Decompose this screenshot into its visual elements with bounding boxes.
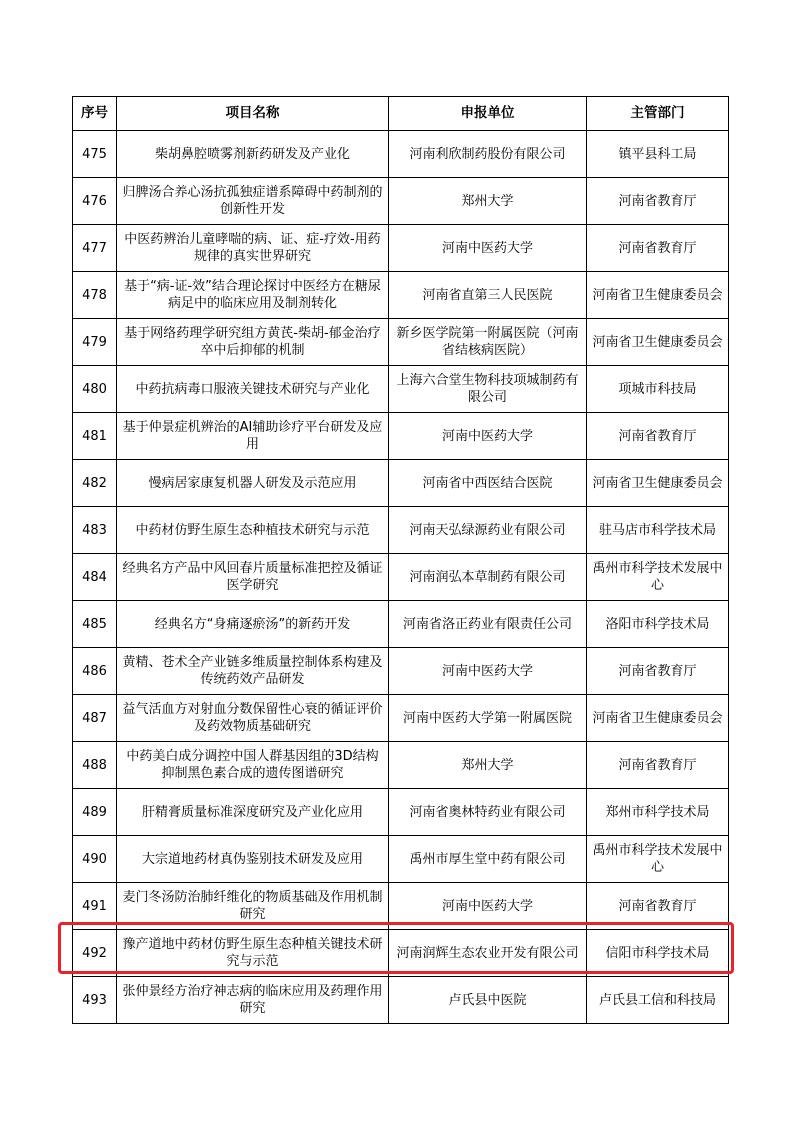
row-number: 493 xyxy=(73,977,117,1024)
applicant-unit: 河南润弘本草制药有限公司 xyxy=(389,554,587,601)
supervising-department: 河南省卫生健康委员会 xyxy=(587,319,729,366)
supervising-department: 河南省卫生健康委员会 xyxy=(587,272,729,319)
table-row xyxy=(73,366,729,413)
supervising-department: 卢氏县工信和科技局 xyxy=(587,977,729,1024)
row-number: 485 xyxy=(73,601,117,648)
row-number: 479 xyxy=(73,319,117,366)
header-applicant-unit: 申报单位 xyxy=(389,97,587,131)
supervising-department: 河南省教育厅 xyxy=(587,742,729,789)
table-row xyxy=(73,554,729,601)
table-row xyxy=(73,883,729,930)
project-name: 经典名方“身痛逐瘀汤”的新药开发 xyxy=(117,601,389,648)
applicant-unit: 郑州大学 xyxy=(389,178,587,225)
applicant-unit: 新乡医学院第一附属医院（河南省结核病医院） xyxy=(389,319,587,366)
project-name: 张仲景经方治疗神志病的临床应用及药理作用研究 xyxy=(117,977,389,1024)
project-name: 中医药辨治儿童哮喘的病、证、症-疗效-用药规律的真实世界研究 xyxy=(117,225,389,272)
supervising-department: 河南省教育厅 xyxy=(587,648,729,695)
table-row xyxy=(73,742,729,789)
header-department: 主管部门 xyxy=(587,97,729,131)
supervising-department: 河南省教育厅 xyxy=(587,883,729,930)
project-name: 益气活血方对射血分数保留性心衰的循证评价及药效物质基础研究 xyxy=(117,695,389,742)
project-name: 基于仲景症机辨治的AI辅助诊疗平台研发及应用 xyxy=(117,413,389,460)
header-no: 序号 xyxy=(73,97,117,131)
project-name: 中药材仿野生原生态种植技术研究与示范 xyxy=(117,507,389,554)
table-row xyxy=(73,413,729,460)
header-project-name: 项目名称 xyxy=(117,97,389,131)
applicant-unit: 河南省奥林特药业有限公司 xyxy=(389,789,587,836)
table-row xyxy=(73,789,729,836)
table-row xyxy=(73,225,729,272)
applicant-unit: 河南天弘绿源药业有限公司 xyxy=(389,507,587,554)
applicant-unit: 河南中医药大学 xyxy=(389,883,587,930)
supervising-department: 镇平县科工局 xyxy=(587,131,729,178)
applicant-unit: 河南省直第三人民医院 xyxy=(389,272,587,319)
project-name: 中药抗病毒口服液关键技术研究与产业化 xyxy=(117,366,389,413)
table-row xyxy=(73,601,729,648)
table-row xyxy=(73,977,729,1024)
supervising-department: 信阳市科学技术局 xyxy=(587,930,729,977)
table-row xyxy=(73,695,729,742)
applicant-unit: 河南中医药大学 xyxy=(389,648,587,695)
project-name: 豫产道地中药材仿野生原生态种植关键技术研究与示范 xyxy=(117,930,389,977)
project-name: 中药美白成分调控中国人群基因组的3D结构抑制黑色素合成的遗传图谱研究 xyxy=(117,742,389,789)
table-body xyxy=(73,131,729,1024)
table-row xyxy=(73,178,729,225)
supervising-department: 河南省教育厅 xyxy=(587,178,729,225)
table-row xyxy=(73,319,729,366)
row-number: 478 xyxy=(73,272,117,319)
table-header-row xyxy=(73,97,729,131)
table-row xyxy=(73,648,729,695)
table-row xyxy=(73,930,729,977)
table-row xyxy=(73,507,729,554)
project-table xyxy=(72,96,729,1024)
supervising-department: 河南省教育厅 xyxy=(587,225,729,272)
supervising-department: 驻马店市科学技术局 xyxy=(587,507,729,554)
supervising-department: 郑州市科学技术局 xyxy=(587,789,729,836)
row-number: 483 xyxy=(73,507,117,554)
applicant-unit: 河南利欣制药股份有限公司 xyxy=(389,131,587,178)
row-number: 488 xyxy=(73,742,117,789)
project-name: 基于“病-证-效”结合理论探讨中医经方在糖尿病足中的临床应用及制剂转化 xyxy=(117,272,389,319)
applicant-unit: 卢氏县中医院 xyxy=(389,977,587,1024)
supervising-department: 禹州市科学技术发展中心 xyxy=(587,554,729,601)
applicant-unit: 河南中医药大学 xyxy=(389,225,587,272)
row-number: 477 xyxy=(73,225,117,272)
table-row xyxy=(73,272,729,319)
project-name: 大宗道地药材真伪鉴别技术研发及应用 xyxy=(117,836,389,883)
row-number: 490 xyxy=(73,836,117,883)
project-name: 麦门冬汤防治肺纤维化的物质基础及作用机制研究 xyxy=(117,883,389,930)
row-number: 475 xyxy=(73,131,117,178)
table-row xyxy=(73,836,729,883)
row-number: 476 xyxy=(73,178,117,225)
row-number: 481 xyxy=(73,413,117,460)
applicant-unit: 河南润辉生态农业开发有限公司 xyxy=(389,930,587,977)
row-number: 482 xyxy=(73,460,117,507)
row-number: 489 xyxy=(73,789,117,836)
supervising-department: 河南省教育厅 xyxy=(587,413,729,460)
supervising-department: 河南省卫生健康委员会 xyxy=(587,460,729,507)
applicant-unit: 河南中医药大学第一附属医院 xyxy=(389,695,587,742)
applicant-unit: 河南省中西医结合医院 xyxy=(389,460,587,507)
applicant-unit: 禹州市厚生堂中药有限公司 xyxy=(389,836,587,883)
project-name: 基于网络药理学研究组方黄芪-柴胡-郁金治疗卒中后抑郁的机制 xyxy=(117,319,389,366)
project-name: 肝精膏质量标准深度研究及产业化应用 xyxy=(117,789,389,836)
supervising-department: 洛阳市科学技术局 xyxy=(587,601,729,648)
table-row xyxy=(73,460,729,507)
project-name: 经典名方产品中风回春片质量标准把控及循证医学研究 xyxy=(117,554,389,601)
supervising-department: 项城市科技局 xyxy=(587,366,729,413)
row-number: 487 xyxy=(73,695,117,742)
row-number: 480 xyxy=(73,366,117,413)
row-number: 492 xyxy=(73,930,117,977)
project-name: 慢病居家康复机器人研发及示范应用 xyxy=(117,460,389,507)
row-number: 486 xyxy=(73,648,117,695)
row-number: 484 xyxy=(73,554,117,601)
supervising-department: 禹州市科学技术发展中心 xyxy=(587,836,729,883)
applicant-unit: 上海六合堂生物科技项城制药有限公司 xyxy=(389,366,587,413)
project-name: 黄精、苍术全产业链多维质量控制体系构建及传统药效产品研发 xyxy=(117,648,389,695)
supervising-department: 河南省卫生健康委员会 xyxy=(587,695,729,742)
applicant-unit: 河南中医药大学 xyxy=(389,413,587,460)
applicant-unit: 郑州大学 xyxy=(389,742,587,789)
row-number: 491 xyxy=(73,883,117,930)
project-name: 归脾汤合养心汤抗孤独症谱系障碍中药制剂的创新性开发 xyxy=(117,178,389,225)
table-row xyxy=(73,131,729,178)
applicant-unit: 河南省洛正药业有限责任公司 xyxy=(389,601,587,648)
project-name: 柴胡鼻腔喷雾剂新药研发及产业化 xyxy=(117,131,389,178)
